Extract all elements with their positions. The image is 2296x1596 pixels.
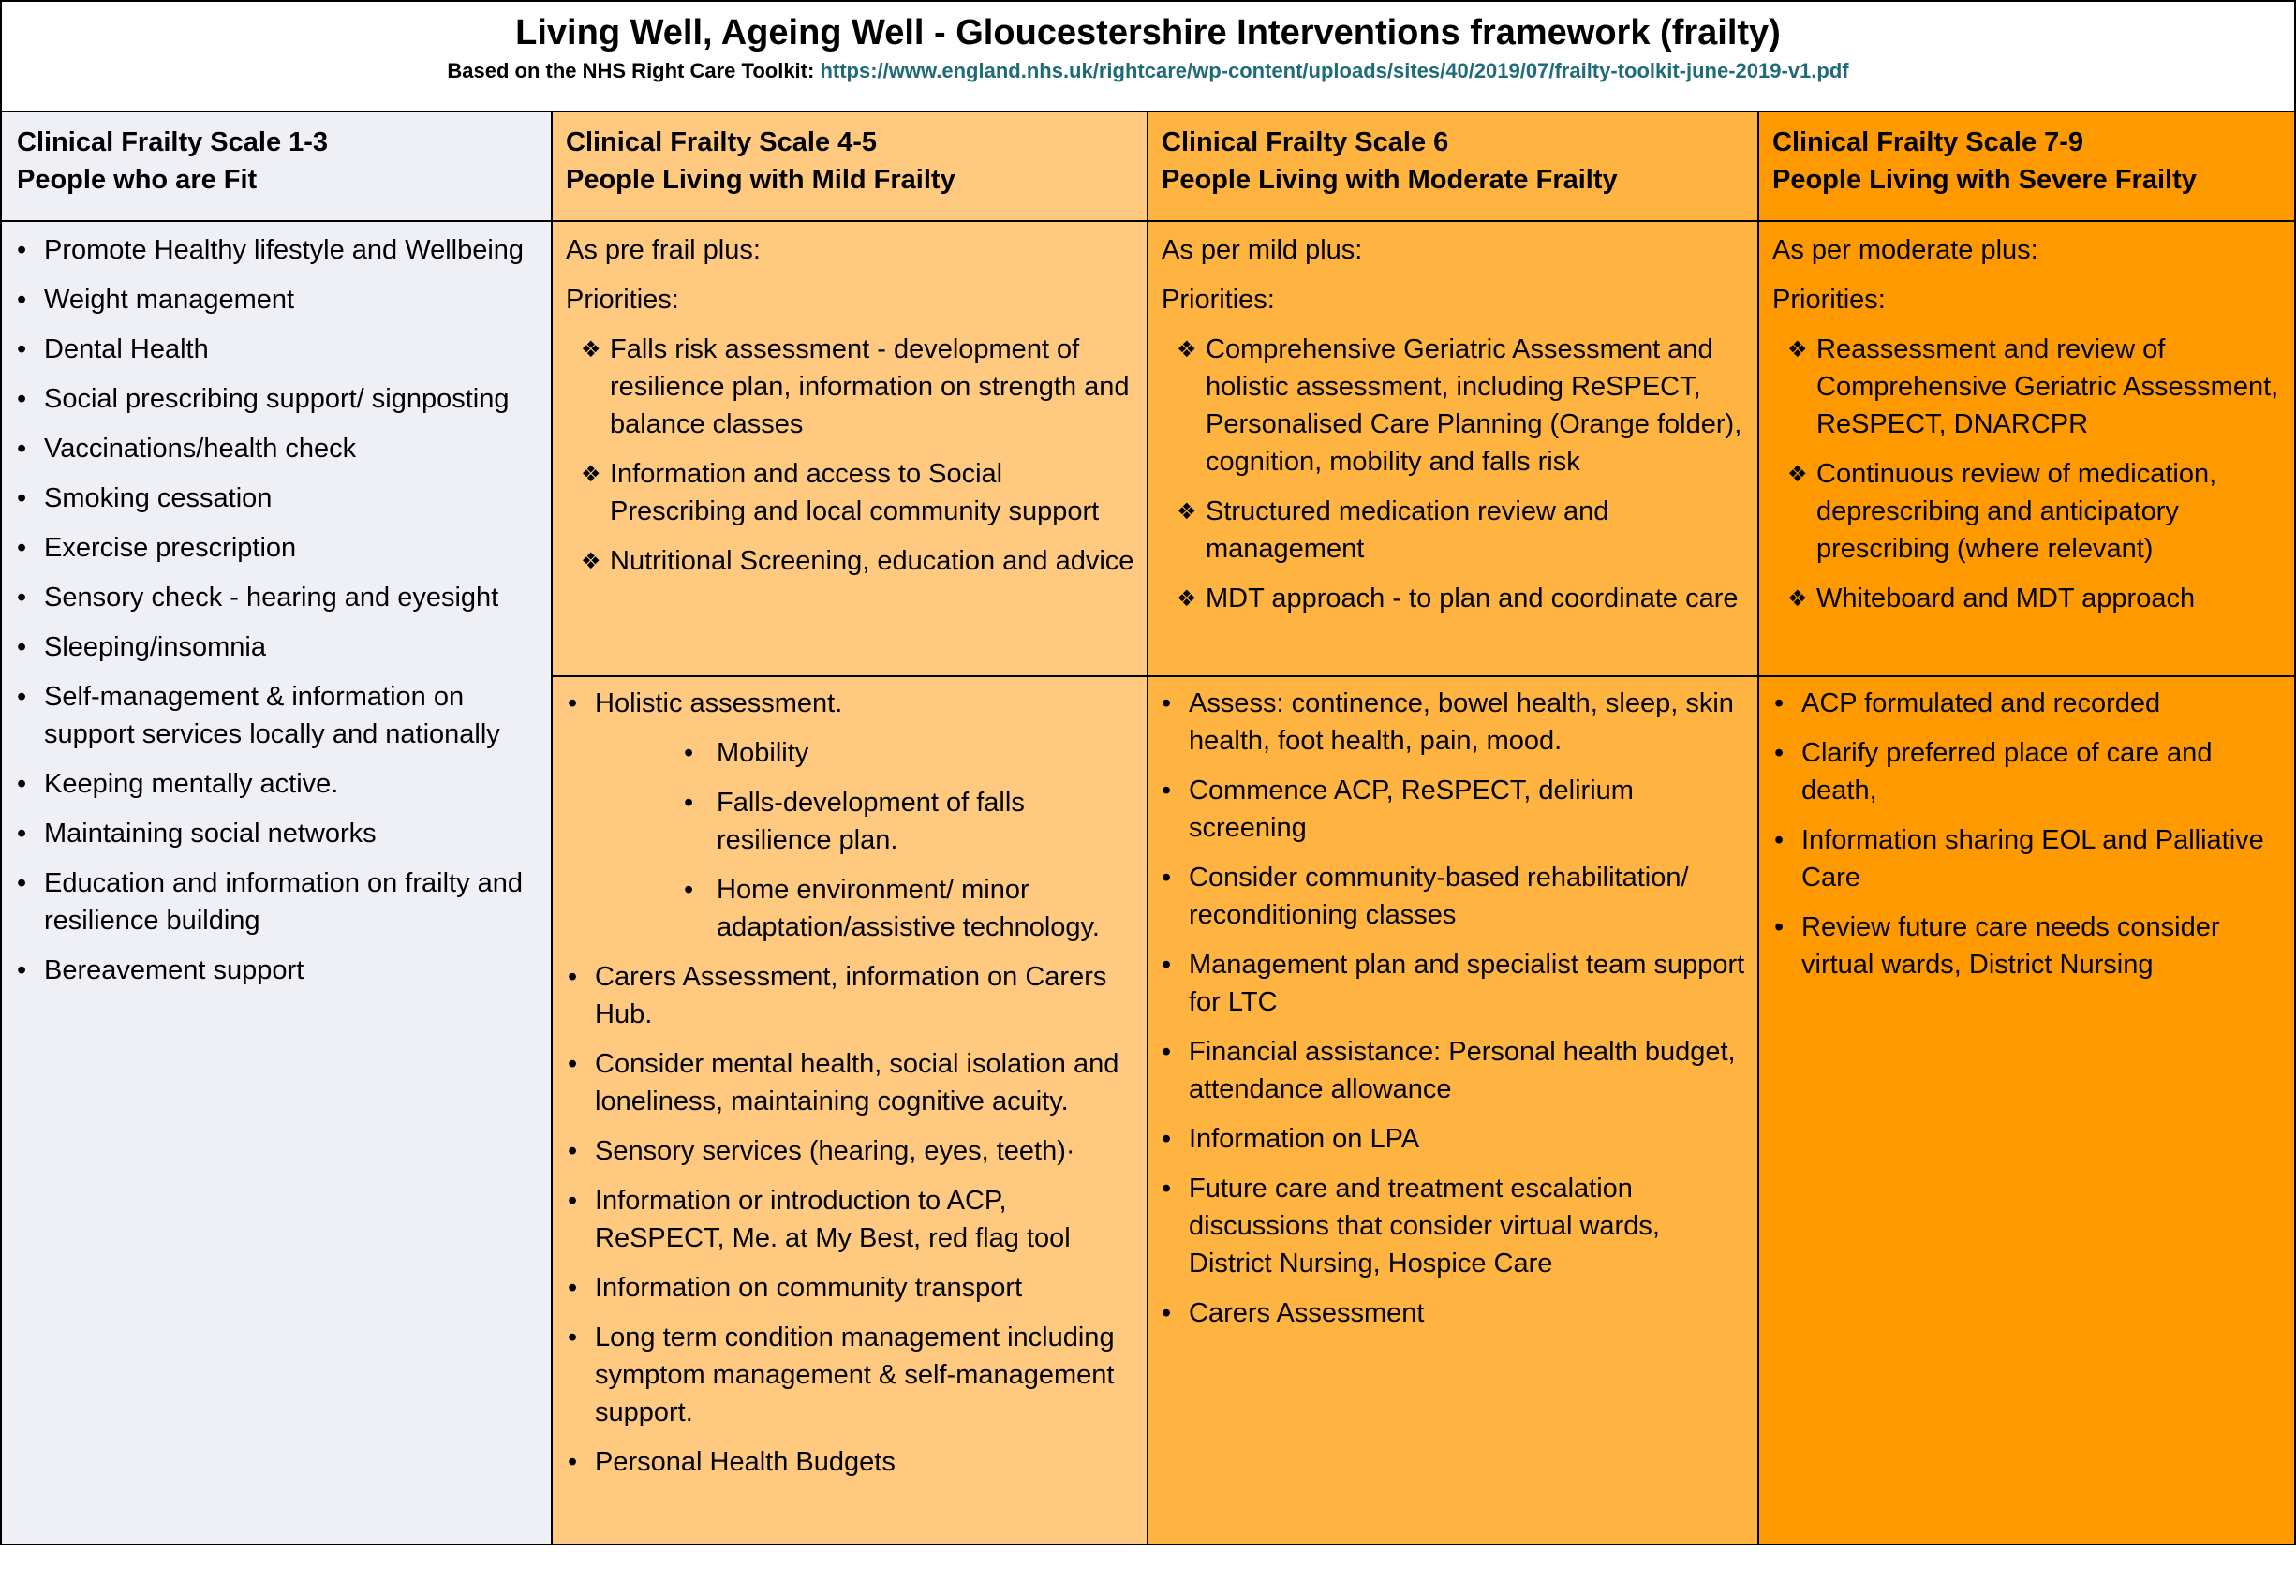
scale-label: Clinical Frailty Scale 1-3 [17, 127, 329, 157]
group-label: People Living with Severe Frailty [1772, 165, 2197, 195]
moderate-interventions-cell [1148, 677, 1759, 1545]
list-item: • Self-management & information on support services locally and nationally [15, 678, 545, 753]
list-item: • Information or introduction to ACP, ReSPECT, Me. at My Best, red flag tool [566, 1182, 1135, 1257]
list-item: • Sensory services (hearing, eyes, teeth)· [566, 1132, 1135, 1170]
sub-item: • Falls-development of falls resilience plan. [684, 784, 1135, 859]
fit-interventions-cell [0, 222, 553, 1545]
list-item: • Personal Health Budgets [566, 1443, 1135, 1481]
intro-text: As per moderate plus: [1772, 235, 2038, 265]
priorities-list [1162, 331, 1746, 617]
list-item: • Weight management [15, 281, 545, 318]
toolkit-link[interactable]: https://www.england.nhs.uk/rightcare/wp-content/uploads/sites/40/2019/07/frailty-toolkit-june-2019-v1.pdf [820, 59, 1849, 82]
subtitle-prefix: Based on the NHS Right Care Toolkit: [447, 59, 821, 82]
priorities-label: Priorities: [1772, 285, 1886, 315]
sub-item: • Home environment/ minor adaptation/assistive technology. [684, 871, 1135, 946]
priority-item: ❖ Nutritional Screening, education and advice [581, 542, 1135, 580]
list-item: • Promote Healthy lifestyle and Wellbeing [15, 231, 545, 269]
scale-label: Clinical Frailty Scale 4-5 [566, 127, 878, 157]
severe-priorities-cell [1759, 222, 2296, 677]
mild-priorities-cell [553, 222, 1148, 677]
priorities-label: Priorities: [566, 285, 679, 315]
header-cell-scale-6 [1148, 111, 1759, 222]
list-item: • Long term condition management including symptom management & self-management support. [566, 1319, 1135, 1431]
priority-item: ❖ Reassessment and review of Comprehensive Geriatric Assessment, ReSPECT, DNARCPR [1787, 331, 2290, 443]
list-item: • Clarify preferred place of care and death, [1772, 734, 2283, 809]
document-header [2, 2, 2294, 111]
mild-interventions-list-cont [566, 958, 1135, 1481]
priorities-list [566, 331, 1135, 580]
severe-interventions-list [1772, 685, 2283, 983]
priority-item: ❖ Comprehensive Geriatric Assessment and holistic assessment, including ReSPECT, Personalised Care Planning (Orange folder), cognition, mobility and falls risk [1177, 331, 1746, 480]
list-item: • Carers Assessment [1160, 1294, 1746, 1332]
severe-interventions-cell [1759, 677, 2296, 1545]
list-item: • Management plan and specialist team support for LTC [1160, 946, 1746, 1021]
header-cell-scale-4-5 [553, 111, 1148, 222]
priority-item: ❖ Structured medication review and management [1177, 493, 1746, 568]
priority-item: ❖ Continuous review of medication, deprescribing and anticipatory prescribing (where relevant) [1787, 455, 2290, 568]
list-item: • ACP formulated and recorded [1772, 685, 2283, 722]
list-item: • Maintaining social networks [15, 815, 545, 852]
mild-interventions-list [566, 685, 1135, 722]
list-item: • Financial assistance: Personal health budget, attendance allowance [1160, 1033, 1746, 1108]
list-item: • Education and information on frailty and resilience building [15, 864, 545, 939]
moderate-interventions-list [1160, 685, 1746, 1332]
header-cell-scale-1-3 [0, 111, 553, 222]
holistic-sub-list [566, 734, 1135, 946]
subtitle [2, 58, 2294, 84]
group-label: People Living with Moderate Frailty [1162, 165, 1618, 195]
header-cell-scale-7-9 [1759, 111, 2296, 222]
list-item: • Sensory check - hearing and eyesight [15, 579, 545, 616]
list-item: • Keeping mentally active. [15, 765, 545, 803]
list-item: • Consider community-based rehabilitation/ reconditioning classes [1160, 859, 1746, 934]
list-item: • Consider mental health, social isolation and loneliness, maintaining cognitive acuity. [566, 1045, 1135, 1120]
list-item: • Sleeping/insomnia [15, 628, 545, 666]
list-item: • Information sharing EOL and Palliative Care [1772, 821, 2283, 896]
list-item: • Bereavement support [15, 952, 545, 989]
holistic-assessment-item [566, 685, 1135, 722]
list-item: • Commence ACP, ReSPECT, delirium screening [1160, 772, 1746, 847]
list-item: • Review future care needs consider virtual wards, District Nursing [1772, 909, 2283, 983]
page-title: Living Well, Ageing Well - Gloucestershire Interventions framework (frailty) [515, 13, 1781, 52]
list-item: • Smoking cessation [15, 480, 545, 517]
list-item: • Information on community transport [566, 1269, 1135, 1307]
list-item: • Dental Health [15, 331, 545, 368]
list-item: • Information on LPA [1160, 1120, 1746, 1158]
sub-item: • Mobility [684, 734, 1135, 772]
list-item: • Exercise prescription [15, 529, 545, 567]
priorities-list [1772, 331, 2290, 617]
priority-item: ❖ Falls risk assessment - development of resilience plan, information on strength and balance classes [581, 331, 1135, 443]
group-label: People Living with Mild Frailty [566, 165, 955, 195]
priority-item: ❖ MDT approach - to plan and coordinate care [1177, 580, 1746, 617]
list-item: • Assess: continence, bowel health, sleep, skin health, foot health, pain, mood. [1160, 685, 1746, 760]
priority-item: ❖ Information and access to Social Prescribing and local community support [581, 455, 1135, 530]
intro-text: As per mild plus: [1162, 235, 1363, 265]
list-item: • Vaccinations/health check [15, 430, 545, 467]
mild-interventions-cell [553, 677, 1148, 1545]
list-item: • Future care and treatment escalation discussions that consider virtual wards, District Nursing, Hospice Care [1160, 1170, 1746, 1282]
list-item: • Carers Assessment, information on Carers Hub. [566, 958, 1135, 1033]
group-label: People who are Fit [17, 165, 258, 195]
fit-interventions-list [15, 231, 545, 989]
intro-text: As pre frail plus: [566, 235, 761, 265]
list-item: • Social prescribing support/ signposting [15, 380, 545, 418]
priority-item: ❖ Whiteboard and MDT approach [1787, 580, 2290, 617]
priorities-label: Priorities: [1162, 285, 1275, 315]
scale-label: Clinical Frailty Scale 7-9 [1772, 127, 2084, 157]
scale-label: Clinical Frailty Scale 6 [1162, 127, 1449, 157]
holistic-label: Holistic assessment. [595, 688, 843, 718]
moderate-priorities-cell [1148, 222, 1759, 677]
